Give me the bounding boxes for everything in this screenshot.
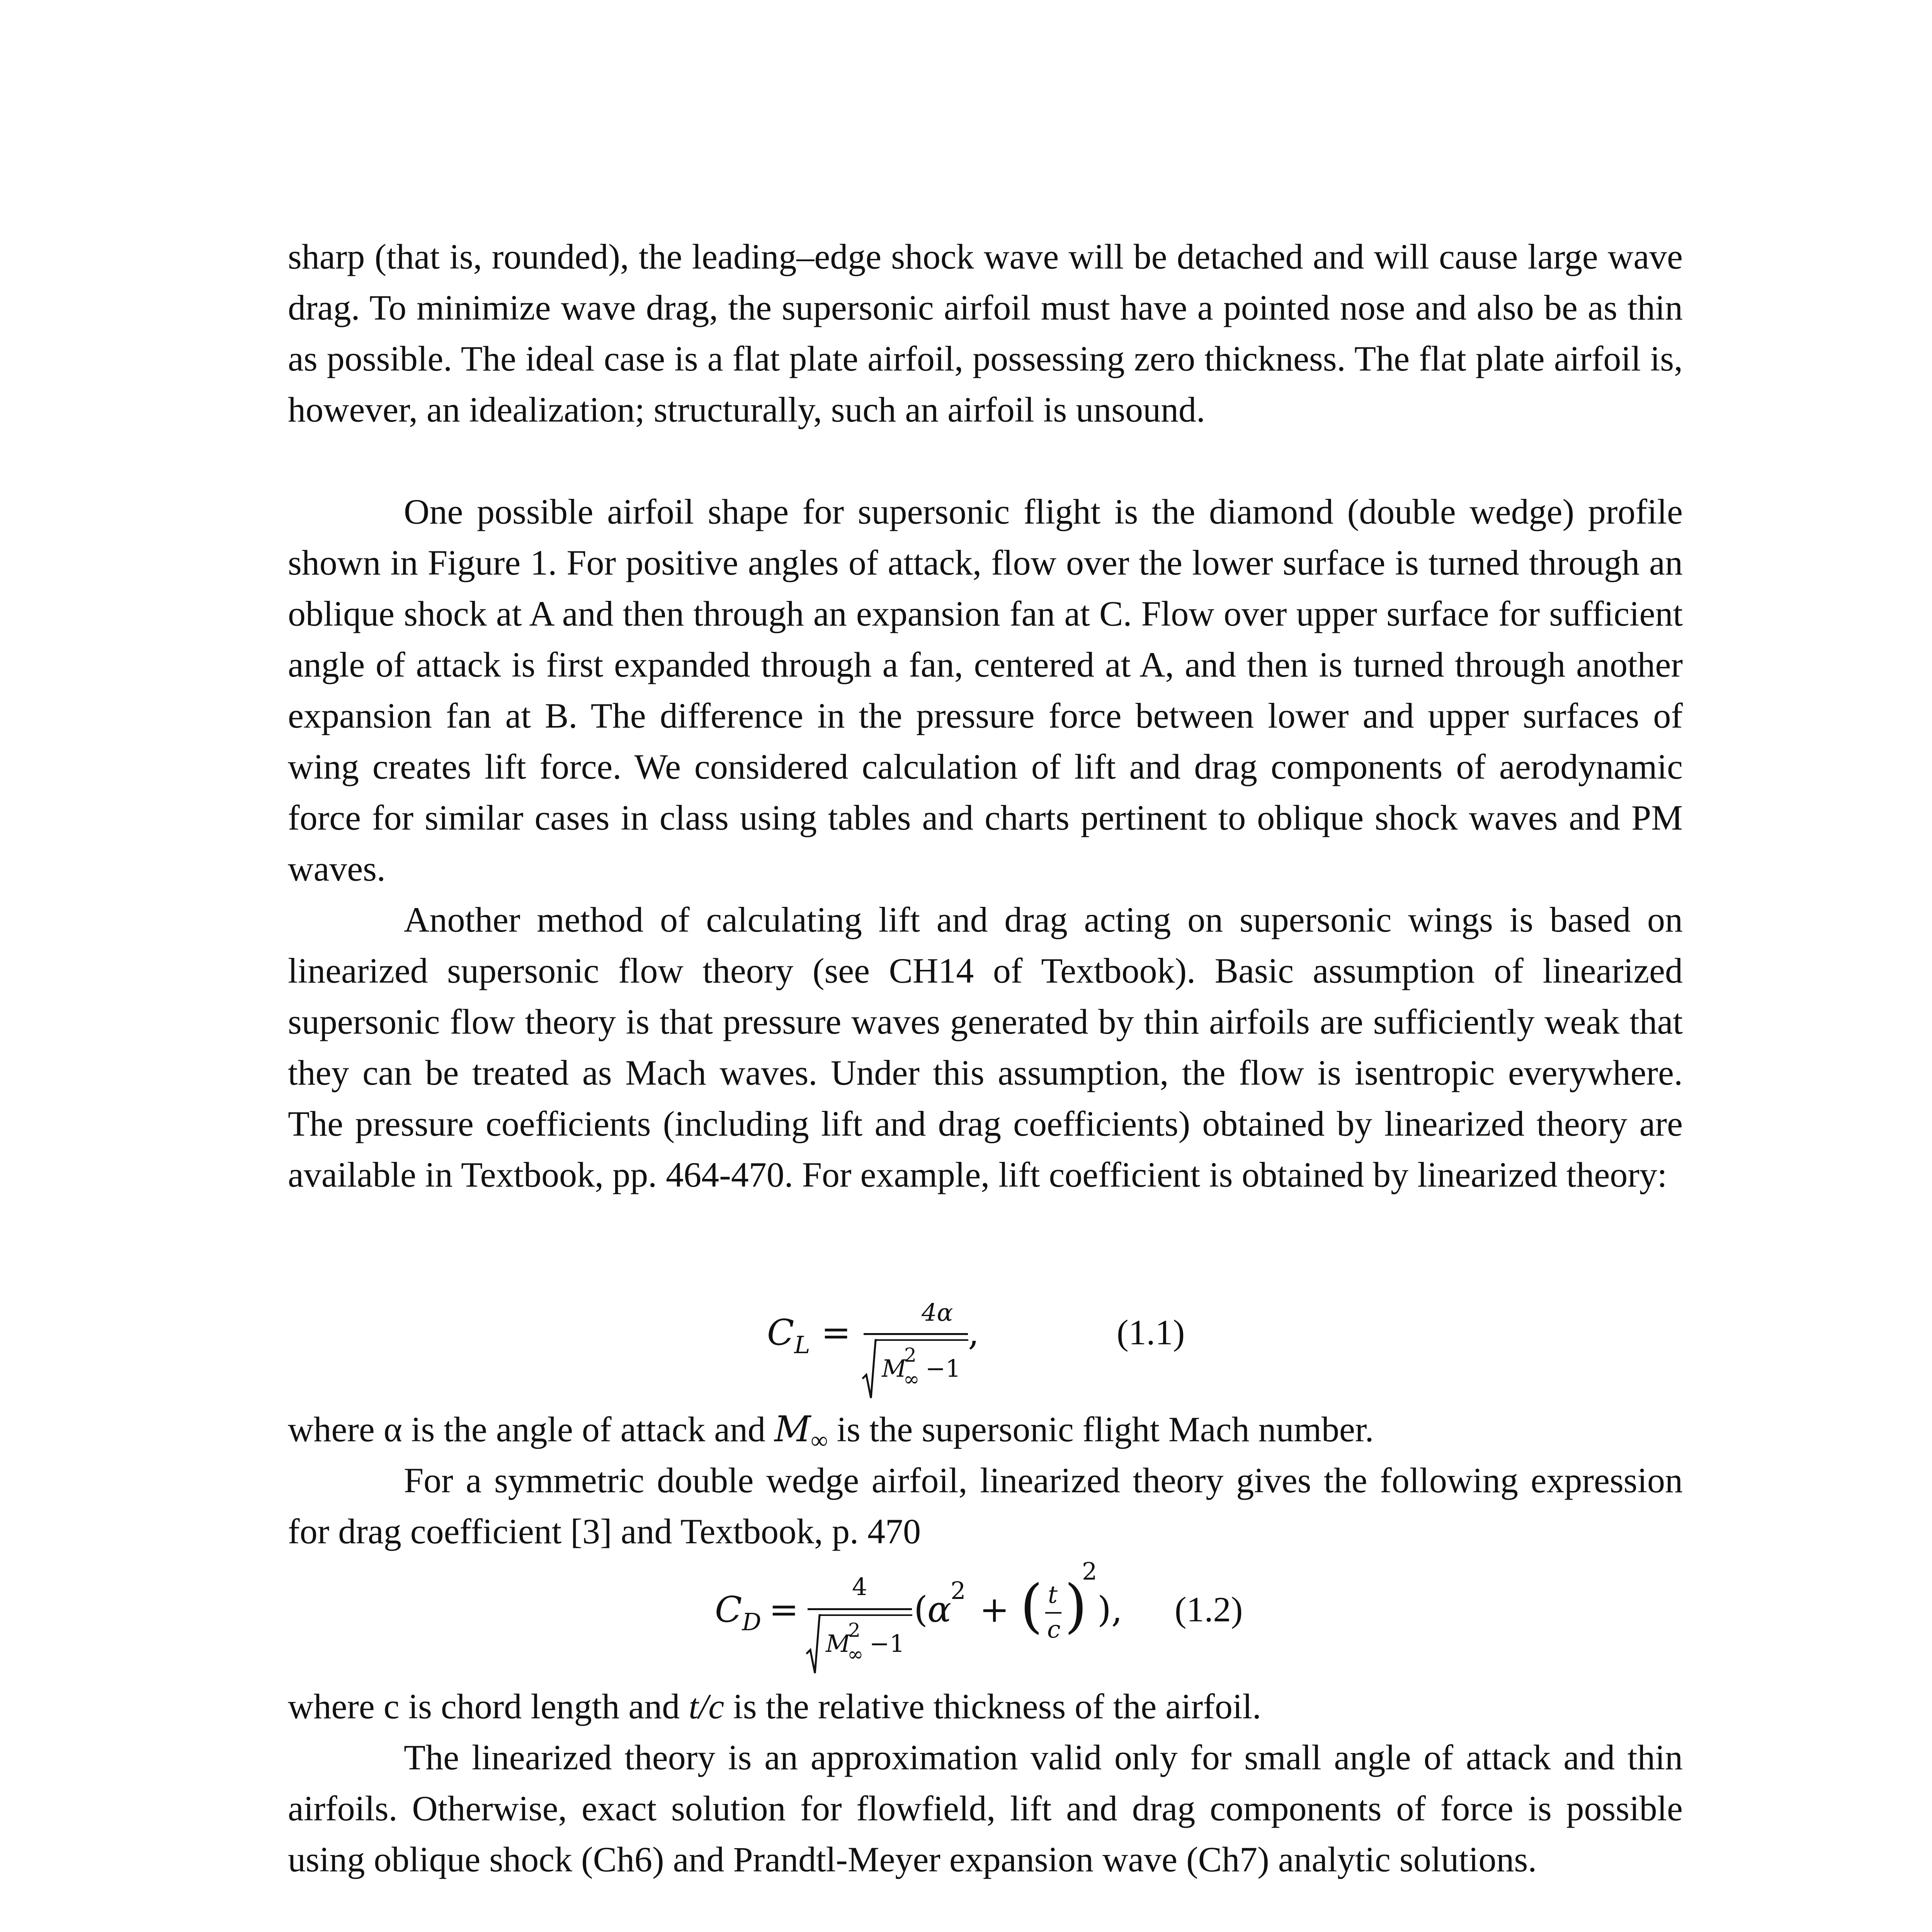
- eq2-tc-bar: [1045, 1612, 1061, 1614]
- eq1-den-sup: 2: [904, 1344, 917, 1366]
- eq2-alpha-sup: 2: [951, 1577, 966, 1605]
- paragraph-wave-drag: sharp (that is, rounded), the leading–edge shock wave will be detached and will cause large wave drag. To minimize wave drag, the supersonic airfoil must have a pointed nose and also be as thin as possible. The ideal case is a flat plate airfoil, possessing zero thickness. The flat plate airfoil is, however, an idealization; structurally, such an airfoil is unsound.: [288, 237, 1683, 429]
- eq2-sqrt-sign: [806, 1611, 821, 1677]
- eq2-equals: =: [769, 1589, 799, 1630]
- eq2-plus: +: [980, 1589, 1010, 1630]
- paragraph-linearized-theory: Another method of calculating lift and drag acting on supersonic wings is based on linearized supersonic flow theory (see CH14 of Textbook). Basic assumption of linearized supersonic flow theory is that pressure waves generated by thin airfoils are sufficiently weak that they can be treated as Mach waves. Under this assumption, the flow is isentropic everywhere. The pressure coefficients (including lift and drag coefficients) obtained by linearized theory are available in Textbook, pp. 464-470. For example, lift coefficient is obtained by linearized theory:: [288, 900, 1683, 1194]
- alpha-definition-text: where α is the angle of attack and: [288, 1410, 775, 1449]
- eq1-lhs-subscript: L: [794, 1331, 810, 1359]
- eq1-den-rest: −1: [925, 1354, 961, 1383]
- paragraph-chord-definition: [288, 1681, 1683, 1732]
- eq2-lhs-symbol: C: [715, 1589, 742, 1630]
- mach-definition-text: is the supersonic flight Mach number.: [828, 1410, 1374, 1449]
- eq2-numerator: 4: [852, 1573, 867, 1601]
- mach-subscript: ∞: [811, 1427, 828, 1454]
- thickness-definition-text: is the relative thickness of the airfoil.: [724, 1687, 1261, 1726]
- eq2-fraction-bar: [808, 1608, 912, 1610]
- eq1-label: (1.1): [1117, 1313, 1185, 1352]
- paragraph-validity: The linearized theory is an approximation valid only for small angle of attack and thin airfoils. Otherwise, exact solution for flowfield, lift and drag components of force is possible using oblique shock (Ch6) and Prandtl-Meyer expansion wave (Ch7) analytic solutions.: [288, 1738, 1683, 1879]
- eq1-equals: =: [821, 1312, 851, 1353]
- eq2-big-paren-close: ): [1065, 1573, 1087, 1640]
- eq2-label: (1.2): [1175, 1590, 1243, 1629]
- eq2-lhs-subscript: D: [742, 1608, 762, 1636]
- eq2-paren-open: (: [914, 1589, 928, 1630]
- eq2-outer-sup: 2: [1082, 1557, 1097, 1585]
- eq1-den-var: M: [882, 1354, 906, 1383]
- paragraph-diamond-airfoil: One possible airfoil shape for supersonic flight is the diamond (double wedge) profile shown in Figure 1. For positive angles of attack, flow over the lower surface is turned through an oblique shock at A and then through an expansion fan at C. Flow over upper surface for sufficient angle of attack is first expanded through a fan, centered at A, and then is turned through another expansion fan at B. The difference in the pressure force between lower and upper surfaces of wing creates lift force. We considered calculation of lift and drag components of aerodynamic force for similar cases in class using tables and charts pertinent to oblique shock waves and PM waves.: [288, 492, 1683, 888]
- thickness-ratio-symbol: t/c: [689, 1687, 724, 1726]
- eq1-den-sub: ∞: [903, 1368, 920, 1390]
- eq1-numerator: 4α: [922, 1298, 953, 1327]
- eq2-den-sup: 2: [848, 1619, 861, 1641]
- eq2-c: c: [1047, 1615, 1061, 1643]
- eq2-t: t: [1048, 1580, 1058, 1609]
- eq2-alpha: α: [927, 1589, 952, 1630]
- eq1-lhs-symbol: C: [767, 1312, 794, 1353]
- eq1-comma: ,: [968, 1312, 980, 1353]
- eq2-sqrt-bar: [820, 1614, 912, 1616]
- chord-definition-text: where c is chord length and: [288, 1687, 689, 1726]
- paragraph-drag-expression: For a symmetric double wedge airfoil, linearized theory gives the following expression for drag coefficient [3] and Textbook, p. 470: [288, 1461, 1683, 1551]
- eq2-paren-close: ),: [1097, 1589, 1123, 1630]
- eq2-big-paren-open: (: [1020, 1573, 1043, 1640]
- mach-symbol: M: [774, 1408, 811, 1450]
- eq2-den-sub: ∞: [847, 1643, 864, 1665]
- eq2-den-var: M: [826, 1629, 850, 1658]
- eq2-den-rest: −1: [869, 1629, 905, 1658]
